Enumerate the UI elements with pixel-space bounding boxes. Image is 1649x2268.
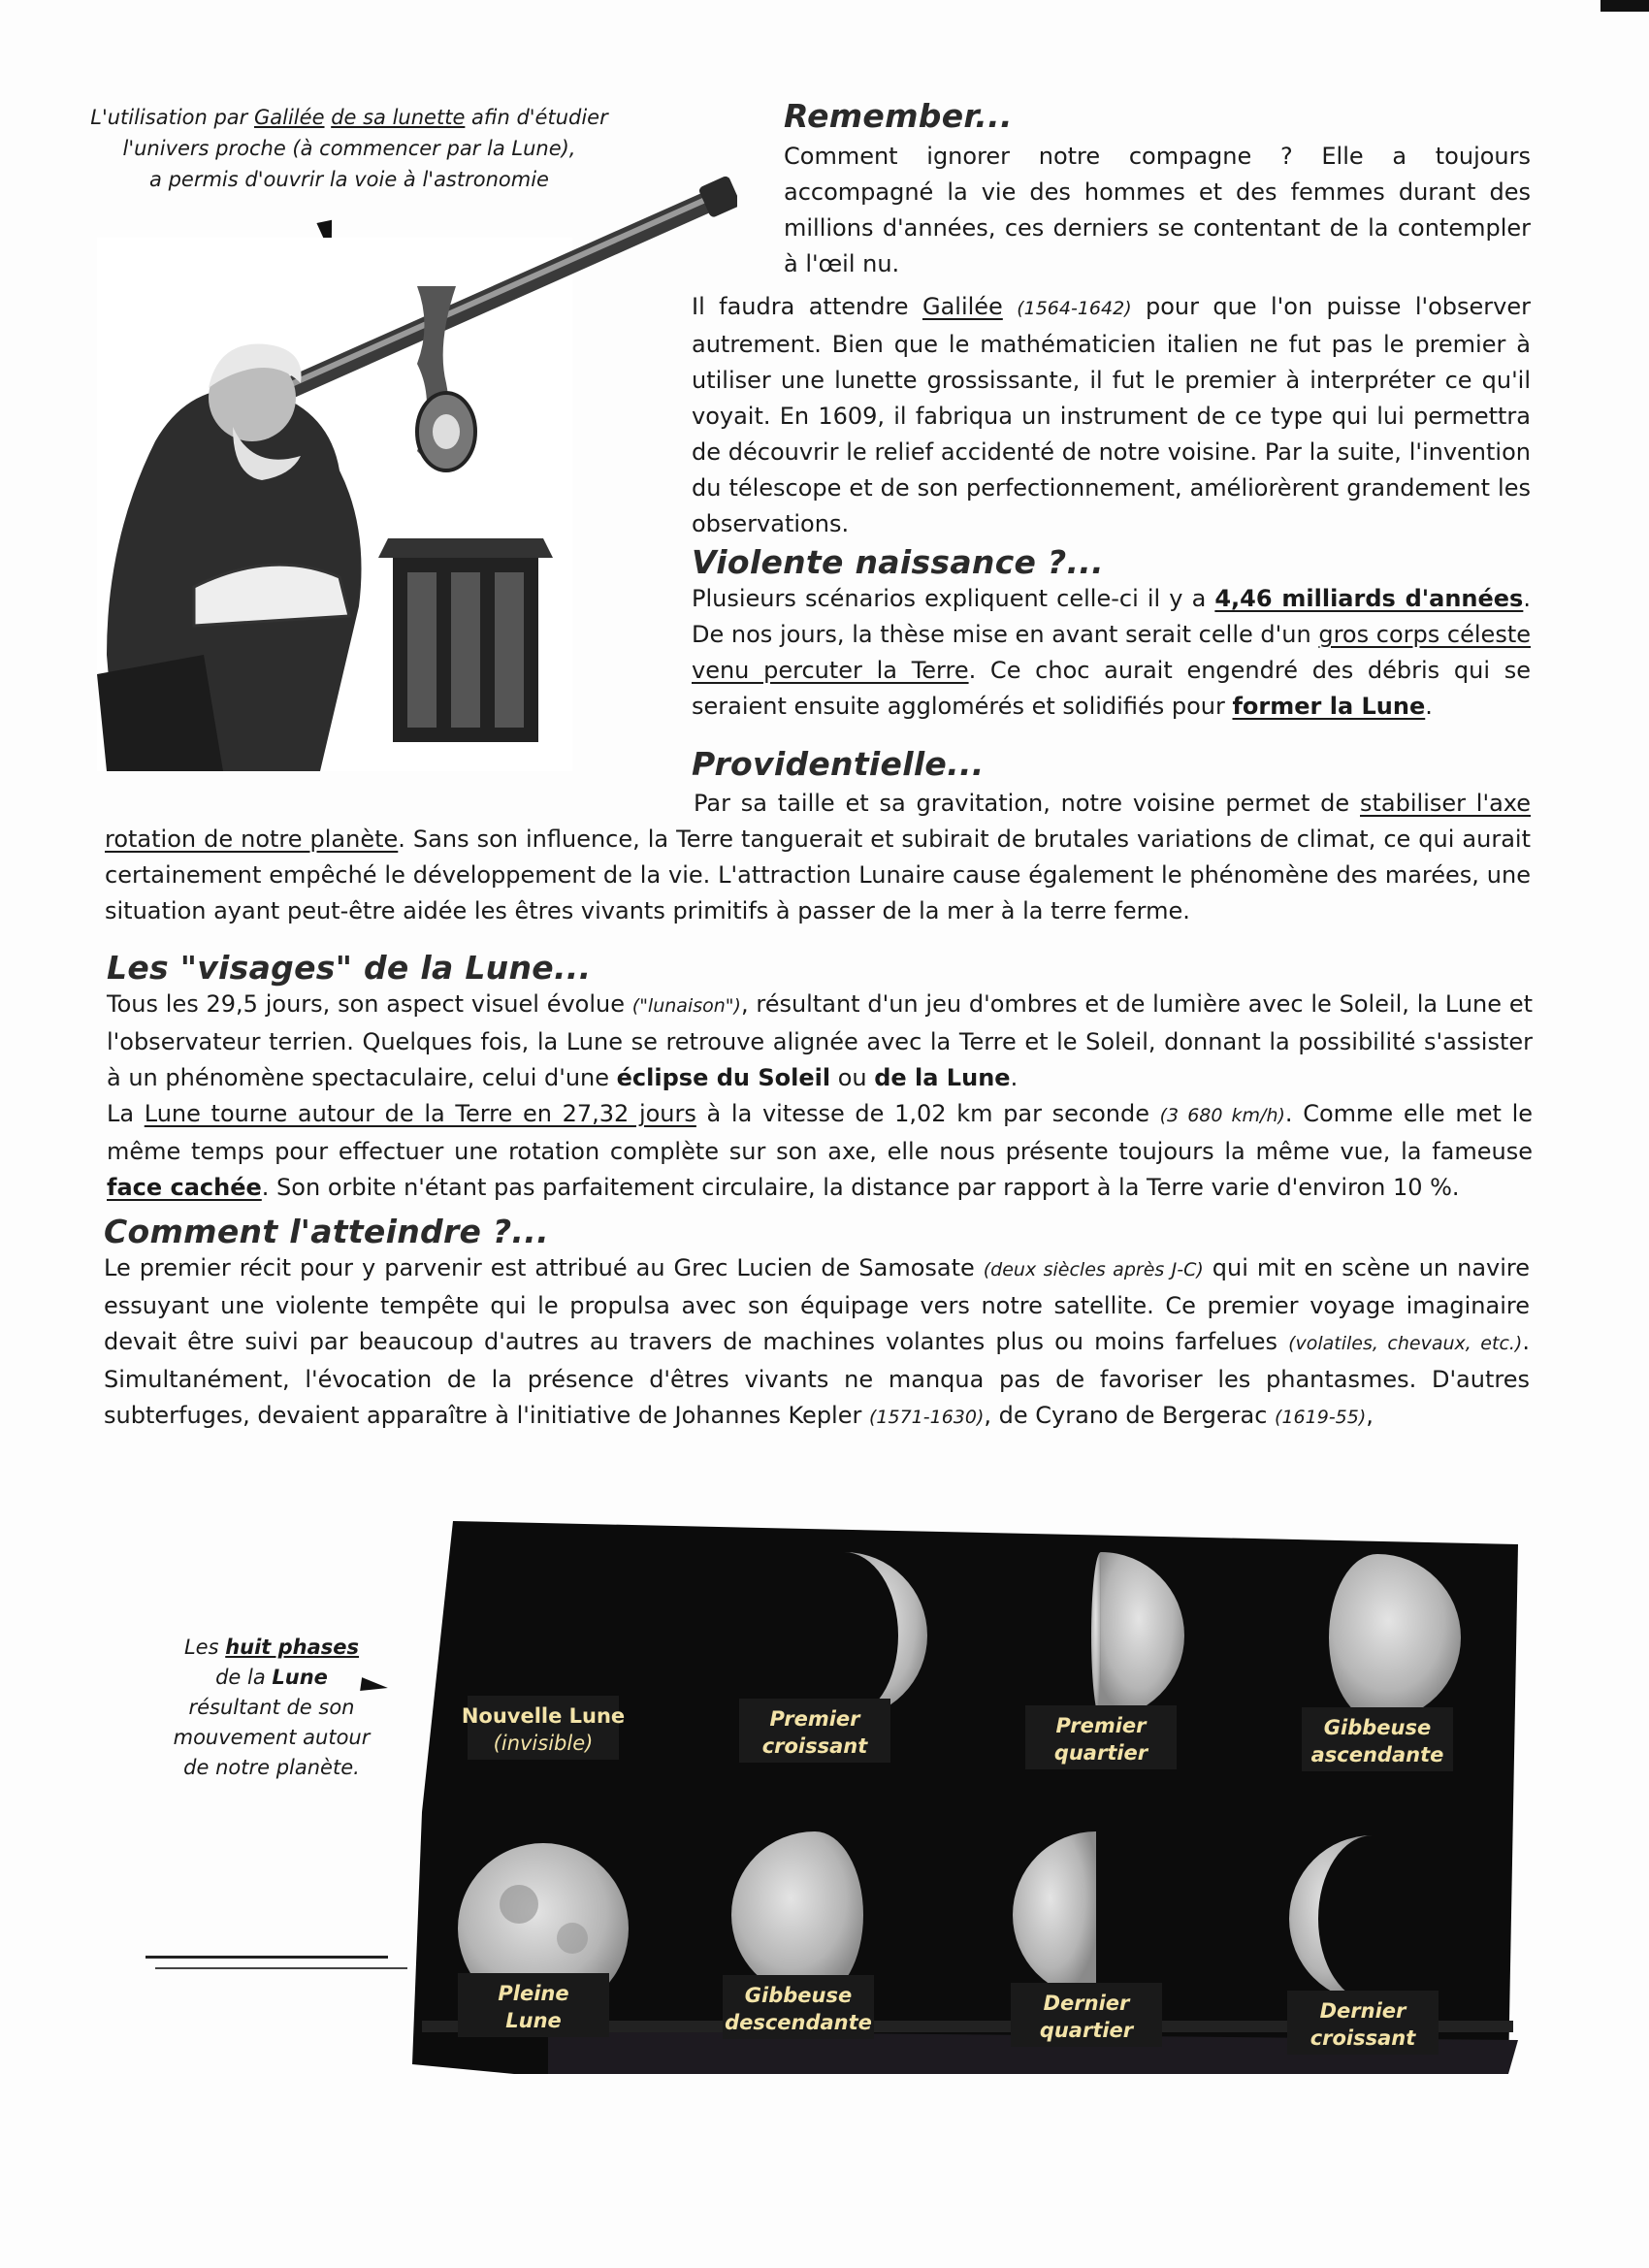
naissance-title: Violente naissance ?... [692,543,1104,581]
galilee-paragraph: Il faudra attendre Galilée (1564-1642) pour que l'on puisse l'observer autrement. Bien que le mathématicien italien ne fut pas le premier à utiliser une lunette grossissante, il fut le premier à interpréter ce qu'il voyait. En 1609, il fabriqua un instrument de ce type qui lui permettra de découvrir le relief accidenté de notre voisine. Par la suite, l'invention du télescope et de son perfectionnement, améliorèrent grandement les observations. [692,293,1532,537]
section-naissance [692,543,1531,725]
remember-title: Remember... [784,97,1013,135]
visages-title: Les "visages" de la Lune... [107,949,592,987]
naissance-paragraph: Plusieurs scénarios expliquent celle-ci il y a 4,46 milliards d'années. De nos jours, la thèse mise en avant serait celle d'un gros corps céleste venu percuter la Terre. Ce choc aurait engendré des débris qui se seraient ensuite agglomérés et solidifiés pour former la Lune. [692,585,1531,720]
phase-label-nouvelle-lune-line1: Nouvelle Lune [461,1704,626,1728]
section-providentielle [692,745,1531,783]
phase-label-premier-croissant-line2: croissant [761,1734,868,1758]
phase-label-premier-quartier-line2: quartier [1053,1741,1148,1765]
phase-label-premier-quartier-line1: Premier [1055,1714,1147,1737]
section-remember [784,97,1531,282]
remember-paragraph: Comment ignorer notre compagne ? Elle a toujours accompagné la vie des hommes et des femmes durant des millions d'années, ces derniers se contentant de la contempler à l'œil nu. [784,143,1531,277]
phase-label-gibbeuse-ascendante-line1: Gibbeuse [1323,1716,1432,1739]
visages-paragraph-1: Tous les 29,5 jours, son aspect visuel évolue ("lunaison"), résultant d'un jeu d'ombres et de lumière avec le Soleil, la Lune et l'observateur terrien. Quelques fois, la Lune se retrouve alignée avec la Terre et le Soleil, donnant la possibilité s'assister à un phénomène spectaculaire, celui d'une éclipse du Soleil ou de la Lune. [107,990,1533,1091]
phase-label-nouvelle-lune-line2: (invisible) [493,1732,594,1755]
phase-label-gibbeuse-descendante-line1: Gibbeuse [744,1984,853,2007]
providentielle-title: Providentielle... [692,745,985,783]
phase-label-premier-croissant-line1: Premier [769,1707,860,1731]
visages-paragraph-2: La Lune tourne autour de la Terre en 27,32 jours à la vitesse de 1,02 km par seconde (3 680 km/h). Comme elle met le même temps pour effectuer une rotation complète sur son axe, elle nous présente toujours la même vue, la fameuse face cachée. Son orbite n'étant pas parfaitement circulaire, la distance par rapport à la Terre varie d'environ 10 %. [107,1100,1533,1201]
section-visages [107,949,1533,1206]
section-atteindre [104,1213,1530,1436]
galileo-telescope-illustration [97,170,737,771]
atteindre-title: Comment l'atteindre ?... [104,1213,549,1250]
phase-label-gibbeuse-ascendante-line2: ascendante [1310,1743,1444,1766]
section-galilee-text [692,289,1531,542]
phase-label-dernier-croissant-line2: croissant [1310,2026,1416,2050]
providentielle-body [105,786,1531,929]
phases-caption: Les huit phases de la Lune résultant de son mouvement autour de notre planète. [173,1636,371,1779]
divider-line [146,1956,388,1959]
moon-phases-panel [412,1521,1518,2074]
phase-label-dernier-croissant-line1: Dernier [1319,1999,1406,2023]
phase-label-dernier-quartier-line1: Dernier [1043,1992,1130,2015]
phase-label-dernier-quartier-line2: quartier [1039,2019,1134,2042]
scan-edge-bar [1600,0,1649,12]
providentielle-paragraph: Par sa taille et sa gravitation, notre voisine permet de stabiliser l'axe rotation de notre planète. Sans son influence, la Terre tanguerait et subirait de brutales variations de climat, ce qui aurait certainement empêché le développement de la vie. L'attraction Lunaire cause également le phénomène des marées, une situation ayant peut-être aidée les êtres vivants primitifs à passer de la mer à la terre ferme. [105,790,1532,924]
galilee-caption: L'utilisation par Galilée de sa lunette afin d'étudier l'univers proche (à commencer par la Lune), a permis d'ouvrir la voie à l'astronomie [90,106,608,191]
phase-label-gibbeuse-descendante-line2: descendante [725,2011,872,2034]
phase-label-pleine-lune-line2: Lune [505,2009,562,2032]
divider-line [155,1967,407,1969]
atteindre-paragraph: Le premier récit pour y parvenir est attribué au Grec Lucien de Samosate (deux siècles après J-C) qui mit en scène un navire essuyant une violente tempête qui le propulsa avec son équipage vers notre satellite. Ce premier voyage imaginaire devait être suivi par beaucoup d'autres au travers de machines volantes plus ou moins farfelues (volatiles, chevaux, etc.). Simultanément, l'évocation de la présence d'êtres vivants ne manqua pas de favoriser les phantasmes. D'autres subterfuges, devaient apparaître à l'initiative de Johannes Kepler (1571-1630), de Cyrano de Bergerac (1619-55), [104,1254,1531,1429]
phase-label-pleine-lune-line1: Pleine [498,1982,569,2005]
